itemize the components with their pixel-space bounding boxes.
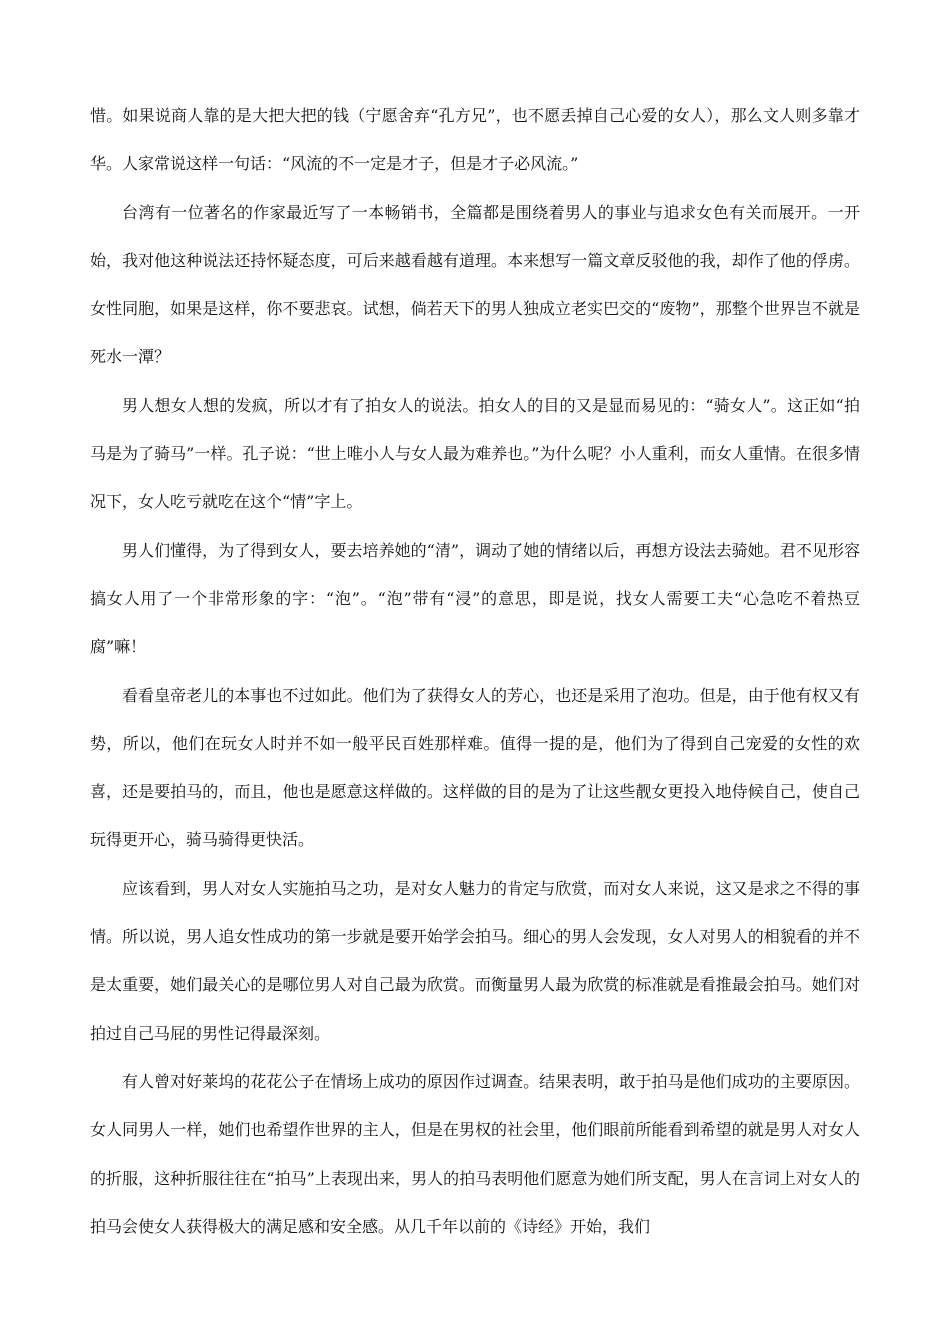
paragraph: 看看皇帝老儿的本事也不过如此。他们为了获得女人的芳心，也还是采用了泡功。但是，由于他有权又有势，所以，他们在玩女人时并不如一般平民百姓那样难。值得一提的是，他们为了得到自己宠爱的女性的欢喜，还是要拍马的，而且，他也是愿意这样做的。这样做的目的是为了让这些靓女更投入地侍候自己，使自己玩得更开心，骑马骑得更快活。 [90, 685, 860, 850]
paragraph: 男人想女人想的发疯，所以才有了拍女人的说法。拍女人的目的又是显而易见的：“骑女人”。这正如“拍马是为了骑马”一样。孔子说：“世上唯小人与女人最为难养也。”为什么呢？小人重利，而女人重情。在很多情况下，女人吃亏就吃在这个“情”字上。 [90, 395, 860, 512]
paragraph: 男人们懂得，为了得到女人，要去培养她的“清”，调动了她的情绪以后，再想方设法去骑她。君不见形容搞女人用了一个非常形象的字：“泡”。“泡”带有“浸”的意思，即是说，找女人需要工夫“心急吃不着热豆腐”嘛！ [90, 540, 860, 657]
paragraph: 应该看到，男人对女人实施拍马之功，是对女人魅力的肯定与欣赏，而对女人来说，这又是求之不得的事情。所以说，男人追女性成功的第一步就是要开始学会拍马。细心的男人会发现，女人对男人的相貌看的并不是太重要，她们最关心的是哪位男人对自己最为欣赏。而衡量男人最为欣赏的标准就是看推最会拍马。她们对拍过自己马屁的男性记得最深刻。 [90, 878, 860, 1043]
paragraph: 有人曾对好莱坞的花花公子在情场上成功的原因作过调查。结果表明，敢于拍马是他们成功的主要原因。女人同男人一样，她们也希望作世界的主人，但是在男权的社会里，他们眼前所能看到希望的就是男人对女人的折服，这种折服往往在“拍马”上表现出来，男人的拍马表明他们愿意为她们所支配，男人在言词上对女人的拍马会使女人获得极大的满足感和安全感。从几千年以前的《诗经》开始，我们 [90, 1071, 860, 1236]
paragraph: 惜。如果说商人靠的是大把大把的钱（宁愿舍弃“孔方兄”，也不愿丢掉自己心爱的女人），那么文人则多靠才华。人家常说这样一句话：“风流的不一定是才子，但是才子必风流。” [90, 106, 860, 174]
paragraph: 台湾有一位著名的作家最近写了一本畅销书，全篇都是围绕着男人的事业与追求女色有关而展开。一开始，我对他这种说法还持怀疑态度，可后来越看越有道理。本来想写一篇文章反驳他的我，却作了他的俘虏。女性同胞，如果是这样，你不要悲哀。试想，倘若天下的男人独成立老实巴交的“废物”，那整个世界岂不就是死水一潭？ [90, 202, 860, 367]
